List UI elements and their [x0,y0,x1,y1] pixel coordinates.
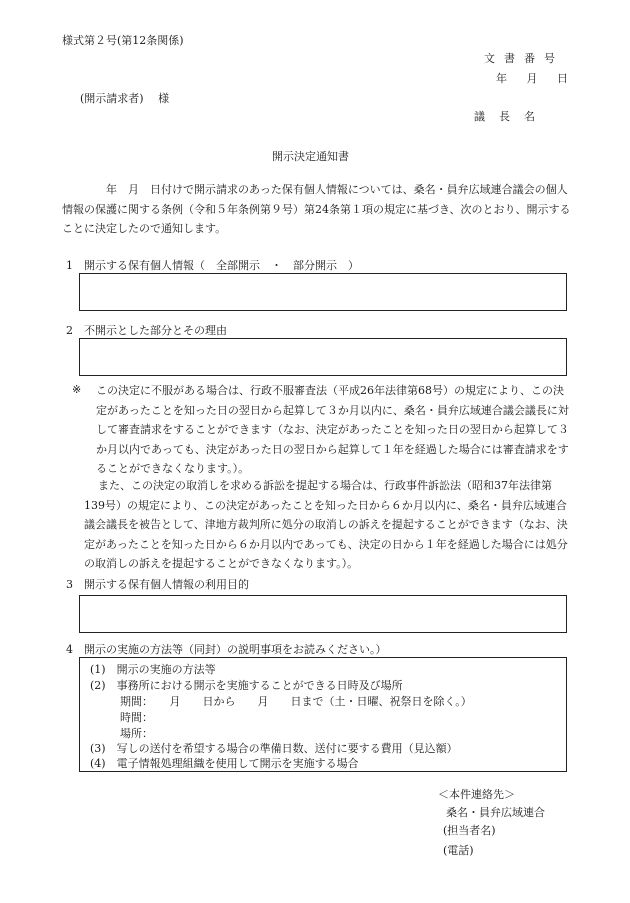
section-3-box [79,595,567,633]
method-item-1: (1) 開示の実施の方法等 [90,663,216,676]
note-mark: ※ [72,383,82,396]
contact-tel: (電話) [443,844,474,857]
contact-org: 桑名・員弁広域連合 [446,806,545,819]
method-item-4: (4) 電子情報処理組織を使用して開示を実施する場合 [90,757,359,770]
date-label: 年 月 日 [496,72,568,85]
section-2-box [79,338,567,376]
section-1-box [79,273,567,311]
appeal-note: この決定に不服がある場合は、行政不服審査法（平成26年法律第68号）の規定により、この決定があったことを知った日の翌日から起算して３か月以内に、桑名・員弁広域連合議会議長に対して審査請求をすることができます（なお、決定があったことを知った日の翌日から起算して３か月以内であっても、決定があった日の翌日から起算して１年を経過した場合には審査請求をすることができなくなります。）。 [96,384,569,475]
section-4-heading: 4 開示の実施の方法等（同封）の説明事項をお読みください。） [66,643,387,656]
requester-label: (開示請求者) 様 [80,92,170,105]
method-item-2: (2) 事務所における開示を実施することができる日時及び場所 [90,679,403,692]
method-time: 時間： [120,711,153,724]
method-place: 場所： [120,727,153,740]
method-item-3: (3) 写しの送付を希望する場合の準備日数、送付に要する費用（見込額） [90,742,458,755]
document-title: 開示決定通知書 [272,150,349,163]
contact-person: (担当者名) [443,824,496,837]
section-3-heading: 3 開示する保有個人情報の利用目的 [66,578,249,591]
lawsuit-note: また、この決定の取消しを求める訴訟を提起する場合は、行政事件訴訟法（昭和37年法律第139号）の規定により、この決定があったことを知った日から６か月以内に、桑名・員弁広域連合議会議長を被告として、津地方裁判所に処分の取消しの訴えを提起することができます（なお、決定があったことを知った日から６か月以内であっても、決定の日から１年を経過した場合には処分の取消しの訴えを提起することができなくなります。）。 [84,479,568,570]
section-2-heading: 2 不開示とした部分とその理由 [66,324,227,337]
contact-heading: ＜本件連絡先＞ [438,788,515,801]
notice-body: 年 月 日付けで開示請求のあった保有個人情報については、桑名・員弁広域連合議会の個人情報の保護に関する条例（令和５年条例第９号）第24条第１項の規定に基づき、次のとおり、開示することに決定したので通知します。 [62,183,571,235]
method-period: 期間： 月 日から 月 日まで（土・日曜、祝祭日を除く。） [120,695,472,708]
document-number-label: 文書番号 [484,52,564,65]
form-number: 様式第２号(第12条関係) [62,34,184,47]
chair-label: 議長名 [474,110,549,123]
section-1-heading: 1 開示する保有個人情報（ 全部開示 ・ 部分開示 ） [66,259,359,272]
